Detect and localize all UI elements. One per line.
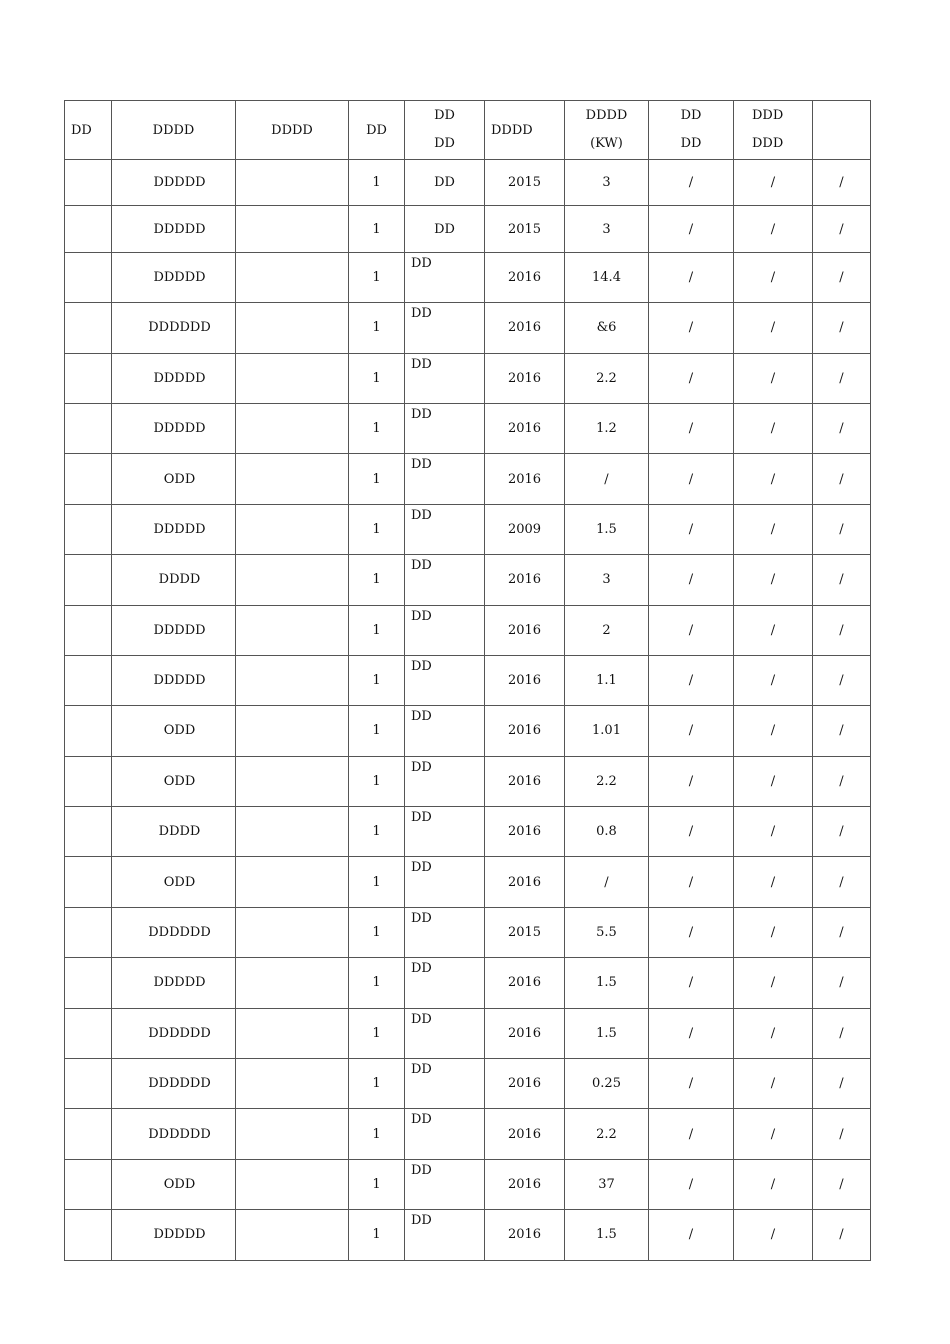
row-qty-cell: 1 [349,807,405,857]
row-power-cell: / [565,857,649,907]
row-no-cell [65,1210,112,1260]
row-c9-cell: / [734,706,813,756]
row-no-cell [65,857,112,907]
row-kind-cell: DD [405,807,485,857]
table-row [65,454,871,504]
row-name-cell: DDDDD [112,206,236,252]
row-kind-cell: DD [405,252,485,302]
row-model-cell [236,605,349,655]
row-qty-cell: 1 [349,857,405,907]
row-model-cell [236,252,349,302]
table-row [65,160,871,206]
row-model-cell [236,958,349,1008]
row-year-cell: 2016 [485,353,565,403]
row-c8-cell: / [649,907,734,957]
row-c10-cell: / [813,605,871,655]
row-c10-cell: / [813,655,871,705]
row-power-cell: 1.5 [565,1210,649,1260]
row-year-cell: 2016 [485,403,565,453]
row-qty-cell: 1 [349,756,405,806]
row-c8-cell: / [649,504,734,554]
row-c10-cell: / [813,353,871,403]
row-kind-cell: DD [405,605,485,655]
row-name-cell: ODD [112,706,236,756]
row-model-cell [236,807,349,857]
row-c10-cell: / [813,958,871,1008]
row-year-cell: 2016 [485,807,565,857]
row-power-cell: 3 [565,555,649,605]
row-c8-cell: / [649,160,734,206]
row-qty-cell: 1 [349,353,405,403]
row-c9-cell: / [734,206,813,252]
row-year-cell: 2016 [485,1059,565,1109]
row-power-cell: 2.2 [565,756,649,806]
row-name-cell: DDDDDD [112,1109,236,1159]
row-c10-cell: / [813,706,871,756]
table-row [65,555,871,605]
row-kind-cell: DD [405,504,485,554]
row-year-cell: 2016 [485,605,565,655]
row-no-cell [65,1059,112,1109]
row-kind-cell: DD [405,555,485,605]
row-year-cell: 2016 [485,252,565,302]
row-power-cell: 14.4 [565,252,649,302]
row-no-cell [65,403,112,453]
row-power-cell: 1.5 [565,958,649,1008]
row-c10-cell: / [813,907,871,957]
row-name-cell: ODD [112,1159,236,1209]
row-c9-cell: / [734,807,813,857]
row-kind-cell: DD [405,907,485,957]
row-power-cell: 2.2 [565,353,649,403]
row-name-cell: ODD [112,857,236,907]
row-name-cell: ODD [112,756,236,806]
table-body [65,160,871,1261]
row-power-cell: &6 [565,303,649,353]
equipment-table [64,100,871,1261]
row-no-cell [65,1159,112,1209]
table-row [65,206,871,252]
row-c8-cell: / [649,206,734,252]
row-c10-cell: / [813,857,871,907]
row-year-cell: 2016 [485,555,565,605]
row-name-cell: DDDDD [112,605,236,655]
row-qty-cell: 1 [349,160,405,206]
header-c8-line2: DD [680,136,702,151]
row-name-cell: DDDDD [112,1210,236,1260]
row-year-cell: 2016 [485,857,565,907]
row-model-cell [236,706,349,756]
row-model-cell [236,1109,349,1159]
header-kind-line1: DD [434,108,455,123]
row-c9-cell: / [734,1210,813,1260]
header-year: DDDD [485,101,565,160]
row-year-cell: 2016 [485,655,565,705]
row-no-cell [65,756,112,806]
row-model-cell [236,504,349,554]
row-no-cell [65,504,112,554]
row-year-cell: 2016 [485,1109,565,1159]
header-name: DDDD [112,101,236,160]
row-kind-cell: DD [405,1159,485,1209]
row-no-cell [65,1109,112,1159]
row-qty-cell: 1 [349,655,405,705]
row-c10-cell: / [813,1008,871,1058]
row-kind-cell: DD [405,206,485,252]
row-c9-cell: / [734,353,813,403]
row-c10-cell: / [813,504,871,554]
row-year-cell: 2015 [485,206,565,252]
table-row [65,1159,871,1209]
row-qty-cell: 1 [349,1210,405,1260]
row-model-cell [236,206,349,252]
row-c8-cell: / [649,303,734,353]
row-c9-cell: / [734,857,813,907]
row-no-cell [65,1008,112,1058]
row-power-cell: / [565,454,649,504]
row-qty-cell: 1 [349,958,405,1008]
header-kind-line2: DD [434,136,455,151]
row-c9-cell: / [734,403,813,453]
row-c9-cell: / [734,454,813,504]
header-row [65,101,871,160]
row-name-cell: DDDDDD [112,303,236,353]
row-kind-cell: DD [405,160,485,206]
header-c10 [813,101,871,160]
row-c9-cell: / [734,303,813,353]
row-qty-cell: 1 [349,1159,405,1209]
row-power-cell: 1.5 [565,1008,649,1058]
row-qty-cell: 1 [349,555,405,605]
row-qty-cell: 1 [349,907,405,957]
row-no-cell [65,655,112,705]
row-c9-cell: / [734,504,813,554]
row-kind-cell: DD [405,353,485,403]
row-c8-cell: / [649,252,734,302]
row-no-cell [65,454,112,504]
row-c9-cell: / [734,1159,813,1209]
row-power-cell: 0.25 [565,1059,649,1109]
row-c8-cell: / [649,1059,734,1109]
row-c10-cell: / [813,1059,871,1109]
row-no-cell [65,907,112,957]
row-name-cell: DDDDD [112,252,236,302]
row-no-cell [65,252,112,302]
row-c8-cell: / [649,555,734,605]
row-c8-cell: / [649,1159,734,1209]
row-c9-cell: / [734,605,813,655]
row-c9-cell: / [734,555,813,605]
row-qty-cell: 1 [349,706,405,756]
table-row [65,303,871,353]
row-power-cell: 1.1 [565,655,649,705]
row-c8-cell: / [649,857,734,907]
row-qty-cell: 1 [349,605,405,655]
row-c10-cell: / [813,252,871,302]
row-model-cell [236,1008,349,1058]
row-year-cell: 2016 [485,1159,565,1209]
header-qty: DD [349,101,405,160]
row-c9-cell: / [734,1059,813,1109]
row-name-cell: DDDDDD [112,907,236,957]
row-power-cell: 1.5 [565,504,649,554]
row-qty-cell: 1 [349,303,405,353]
row-c9-cell: / [734,1109,813,1159]
row-c8-cell: / [649,1210,734,1260]
row-kind-cell: DD [405,1109,485,1159]
row-power-cell: 1.01 [565,706,649,756]
row-c8-cell: / [649,353,734,403]
table-row [65,353,871,403]
row-c8-cell: / [649,605,734,655]
row-year-cell: 2016 [485,303,565,353]
row-power-cell: 3 [565,160,649,206]
row-name-cell: ODD [112,454,236,504]
row-no-cell [65,353,112,403]
table-row [65,655,871,705]
row-name-cell: DDDDD [112,958,236,1008]
row-no-cell [65,605,112,655]
row-power-cell: 2 [565,605,649,655]
row-no-cell [65,206,112,252]
row-year-cell: 2016 [485,958,565,1008]
row-year-cell: 2016 [485,706,565,756]
row-c10-cell: / [813,555,871,605]
row-c10-cell: / [813,756,871,806]
header-power-line2: (KW) [590,136,623,151]
row-qty-cell: 1 [349,1109,405,1159]
header-kind [405,101,485,160]
row-model-cell [236,1210,349,1260]
row-c10-cell: / [813,454,871,504]
header-power-line1: DDDD [585,108,628,123]
row-name-cell: DDDDD [112,403,236,453]
row-year-cell: 2015 [485,160,565,206]
row-qty-cell: 1 [349,1008,405,1058]
row-c10-cell: / [813,206,871,252]
row-name-cell: DDDDD [112,504,236,554]
row-name-cell: DDDDD [112,160,236,206]
row-c10-cell: / [813,1159,871,1209]
row-kind-cell: DD [405,1210,485,1260]
row-no-cell [65,958,112,1008]
table-row [65,857,871,907]
row-c9-cell: / [734,958,813,1008]
row-c8-cell: / [649,1008,734,1058]
row-c10-cell: / [813,160,871,206]
row-name-cell: DDDDDD [112,1008,236,1058]
row-year-cell: 2016 [485,454,565,504]
table-row [65,807,871,857]
row-name-cell: DDDDDD [112,1059,236,1109]
row-model-cell [236,756,349,806]
table-row [65,1210,871,1260]
header-c9-line1: DDD [752,108,784,123]
row-year-cell: 2009 [485,504,565,554]
row-model-cell [236,353,349,403]
row-year-cell: 2016 [485,1210,565,1260]
header-c8 [649,101,734,160]
row-c8-cell: / [649,454,734,504]
row-name-cell: DDDDD [112,655,236,705]
row-c10-cell: / [813,1109,871,1159]
row-qty-cell: 1 [349,1059,405,1109]
table-row [65,1008,871,1058]
row-kind-cell: DD [405,958,485,1008]
table-row [65,756,871,806]
row-power-cell: 3 [565,206,649,252]
row-year-cell: 2016 [485,756,565,806]
row-kind-cell: DD [405,454,485,504]
row-model-cell [236,403,349,453]
row-c8-cell: / [649,807,734,857]
row-model-cell [236,655,349,705]
row-kind-cell: DD [405,1008,485,1058]
row-c8-cell: / [649,1109,734,1159]
row-model-cell [236,303,349,353]
row-model-cell [236,160,349,206]
row-no-cell [65,555,112,605]
table-row [65,403,871,453]
row-year-cell: 2016 [485,1008,565,1058]
row-power-cell: 0.8 [565,807,649,857]
row-c9-cell: / [734,252,813,302]
row-qty-cell: 1 [349,403,405,453]
row-kind-cell: DD [405,857,485,907]
row-c10-cell: / [813,403,871,453]
row-model-cell [236,857,349,907]
row-c9-cell: / [734,1008,813,1058]
table-row [65,504,871,554]
row-kind-cell: DD [405,756,485,806]
row-qty-cell: 1 [349,454,405,504]
header-power [565,101,649,160]
row-name-cell: DDDD [112,555,236,605]
header-model: DDDD [236,101,349,160]
table-row [65,706,871,756]
row-power-cell: 37 [565,1159,649,1209]
row-qty-cell: 1 [349,206,405,252]
row-kind-cell: DD [405,1059,485,1109]
row-qty-cell: 1 [349,252,405,302]
row-model-cell [236,555,349,605]
row-model-cell [236,1059,349,1109]
row-c8-cell: / [649,958,734,1008]
row-c10-cell: / [813,303,871,353]
row-model-cell [236,1159,349,1209]
row-c8-cell: / [649,655,734,705]
table-row [65,1059,871,1109]
table-row [65,907,871,957]
row-power-cell: 5.5 [565,907,649,957]
row-c9-cell: / [734,756,813,806]
row-no-cell [65,303,112,353]
row-power-cell: 2.2 [565,1109,649,1159]
row-c9-cell: / [734,160,813,206]
table-row [65,252,871,302]
row-c8-cell: / [649,403,734,453]
row-c9-cell: / [734,655,813,705]
row-year-cell: 2015 [485,907,565,957]
row-power-cell: 1.2 [565,403,649,453]
row-qty-cell: 1 [349,504,405,554]
row-kind-cell: DD [405,655,485,705]
row-name-cell: DDDD [112,807,236,857]
table-row [65,958,871,1008]
header-no: DD [65,101,112,160]
row-no-cell [65,706,112,756]
row-c8-cell: / [649,706,734,756]
header-c8-line1: DD [680,108,702,123]
row-no-cell [65,160,112,206]
row-kind-cell: DD [405,403,485,453]
row-model-cell [236,907,349,957]
row-kind-cell: DD [405,706,485,756]
row-c8-cell: / [649,756,734,806]
row-c10-cell: / [813,1210,871,1260]
row-c10-cell: / [813,807,871,857]
header-c9 [734,101,813,160]
table-row [65,1109,871,1159]
row-kind-cell: DD [405,303,485,353]
table-row [65,605,871,655]
row-model-cell [236,454,349,504]
header-c9-line2: DDD [752,136,784,151]
row-name-cell: DDDDD [112,353,236,403]
row-no-cell [65,807,112,857]
row-c9-cell: / [734,907,813,957]
